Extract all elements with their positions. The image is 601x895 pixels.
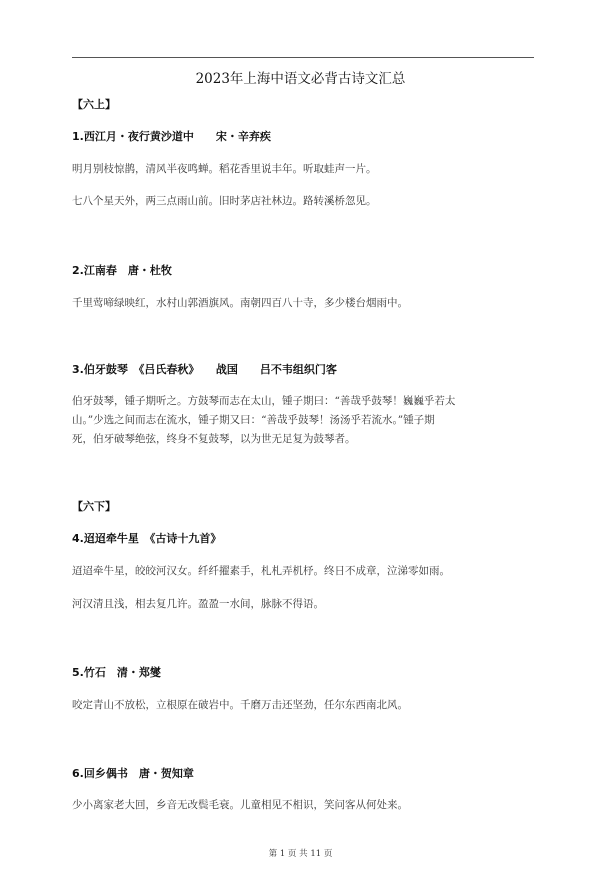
page-footer: 第 1 页 共 11 页 [268, 849, 333, 859]
poem-line: 千里莺啼绿映红，水村山郭酒旗风。南朝四百八十寺，多少楼台烟雨中。 [72, 297, 408, 309]
poem-line: 伯牙鼓琴，锺子期听之。方鼓琴而志在太山，锺子期曰：“善哉乎鼓琴！巍巍乎若太 [72, 395, 456, 407]
poem-line: 山。”少选之间而志在流水，锺子期又曰：“善哉乎鼓琴！汤汤乎若流水。”锺子期 [72, 414, 435, 426]
poem-line: 死，伯牙破琴绝弦，终身不复鼓琴，以为世无足复为鼓琴者。 [72, 433, 356, 445]
poem-line: 河汉清且浅，相去复几许。盈盈一水间，脉脉不得语。 [72, 598, 324, 610]
section-label: 【六下】 [72, 500, 116, 513]
poem-heading: 5.竹石 清・郑燮 [72, 666, 161, 679]
poem-line: 咬定青山不放松，立根原在破岩中。千磨万击还坚劲，任尔东西南北风。 [72, 699, 408, 711]
poem-line: 七八个星天外，两三点雨山前。旧时茅店社林边。路转溪桥忽见。 [72, 195, 377, 207]
section-label: 【六上】 [72, 98, 116, 111]
poem-line: 少小离家老大回，乡音无改鬓毛衰。儿童相见不相识，笑问客从何处来。 [72, 799, 408, 811]
poem-heading: 2.江南春 唐・杜牧 [72, 264, 172, 277]
poem-heading: 1.西江月・夜行黄沙道中 宋・辛弃疾 [72, 130, 271, 143]
poem-heading: 3.伯牙鼓琴 《吕氏春秋》 战国 吕不韦组织门客 [72, 363, 337, 376]
poem-heading: 6.回乡偶书 唐・贺知章 [72, 767, 194, 780]
poem-heading: 4.迢迢牵牛星 《古诗十九首》 [72, 532, 222, 545]
document-title: 2023年上海中语文必背古诗文汇总 [195, 71, 406, 87]
poem-line: 明月别枝惊鹊，清风半夜鸣蝉。稻花香里说丰年。听取蛙声一片。 [72, 163, 377, 175]
poem-line: 迢迢牵牛星，皎皎河汉女。纤纤擢素手，札札弄机杼。终日不成章，泣涕零如雨。 [72, 565, 450, 577]
header-rule [72, 57, 534, 58]
